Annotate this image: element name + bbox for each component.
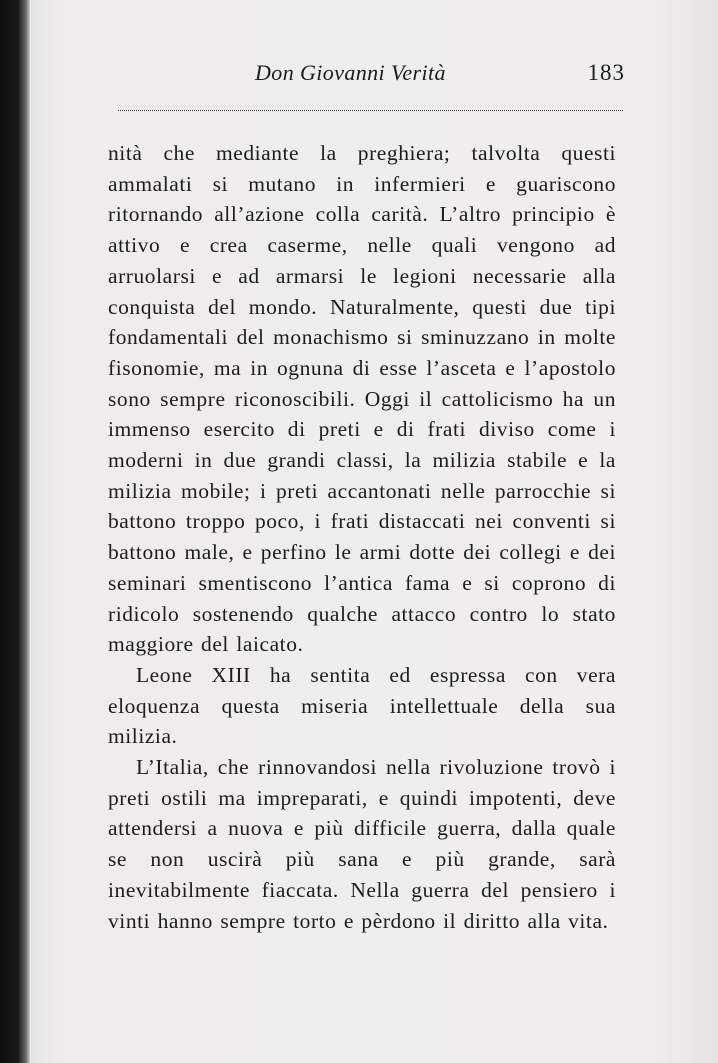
- paragraph: nità che mediante la preghiera; talvolta questi ammalati si mutano in infermieri e guariscono ritornando all’azione colla carità. L’altro principio è attivo e crea caserme, nelle quali vengono ad arruolarsi e ad armarsi le legioni necessarie alla conquista del mondo. Naturalmente, questi due tipi fondamentali del monachismo si sminuzzano in molte fisonomie, ma in ognuna di esse l’asceta e l’apostolo sono sempre riconoscibili. Oggi il cattolicismo ha un immenso esercito di preti e di frati diviso come i moderni in due grandi classi, la milizia stabile e la milizia mobile; i preti accantonati nelle parrocchie si battono troppo poco, i frati distaccati nei conventi si battono male, e perfino le armi dotte dei collegi e dei seminari smentiscono l’antica fama e si coprono di ridicolo sostenendo qualche attacco contro lo stato maggiore del laicato.: [108, 141, 616, 657]
- book-spine-shadow: [0, 0, 30, 1063]
- paragraph: L’Italia, che rinnovandosi nella rivoluzione trovò i preti ostili ma impreparati, e quindi impotenti, deve attendersi a nuova e più difficile guerra, dalla quale se non uscirà più sana e più grande, sarà inevitabilmente fiaccata. Nella guerra del pensiero i vinti hanno sempre torto e pèrdono il diritto alla vita.: [108, 755, 616, 933]
- header-rule: [118, 110, 623, 111]
- running-title: Don Giovanni Verità: [255, 60, 446, 85]
- page-number: 183: [587, 60, 625, 85]
- page-header: [255, 60, 625, 96]
- paragraph: Leone XIII ha sentita ed espressa con vera eloquenza questa miseria intellettuale della sua milizia.: [108, 662, 616, 749]
- body-text: [108, 138, 616, 936]
